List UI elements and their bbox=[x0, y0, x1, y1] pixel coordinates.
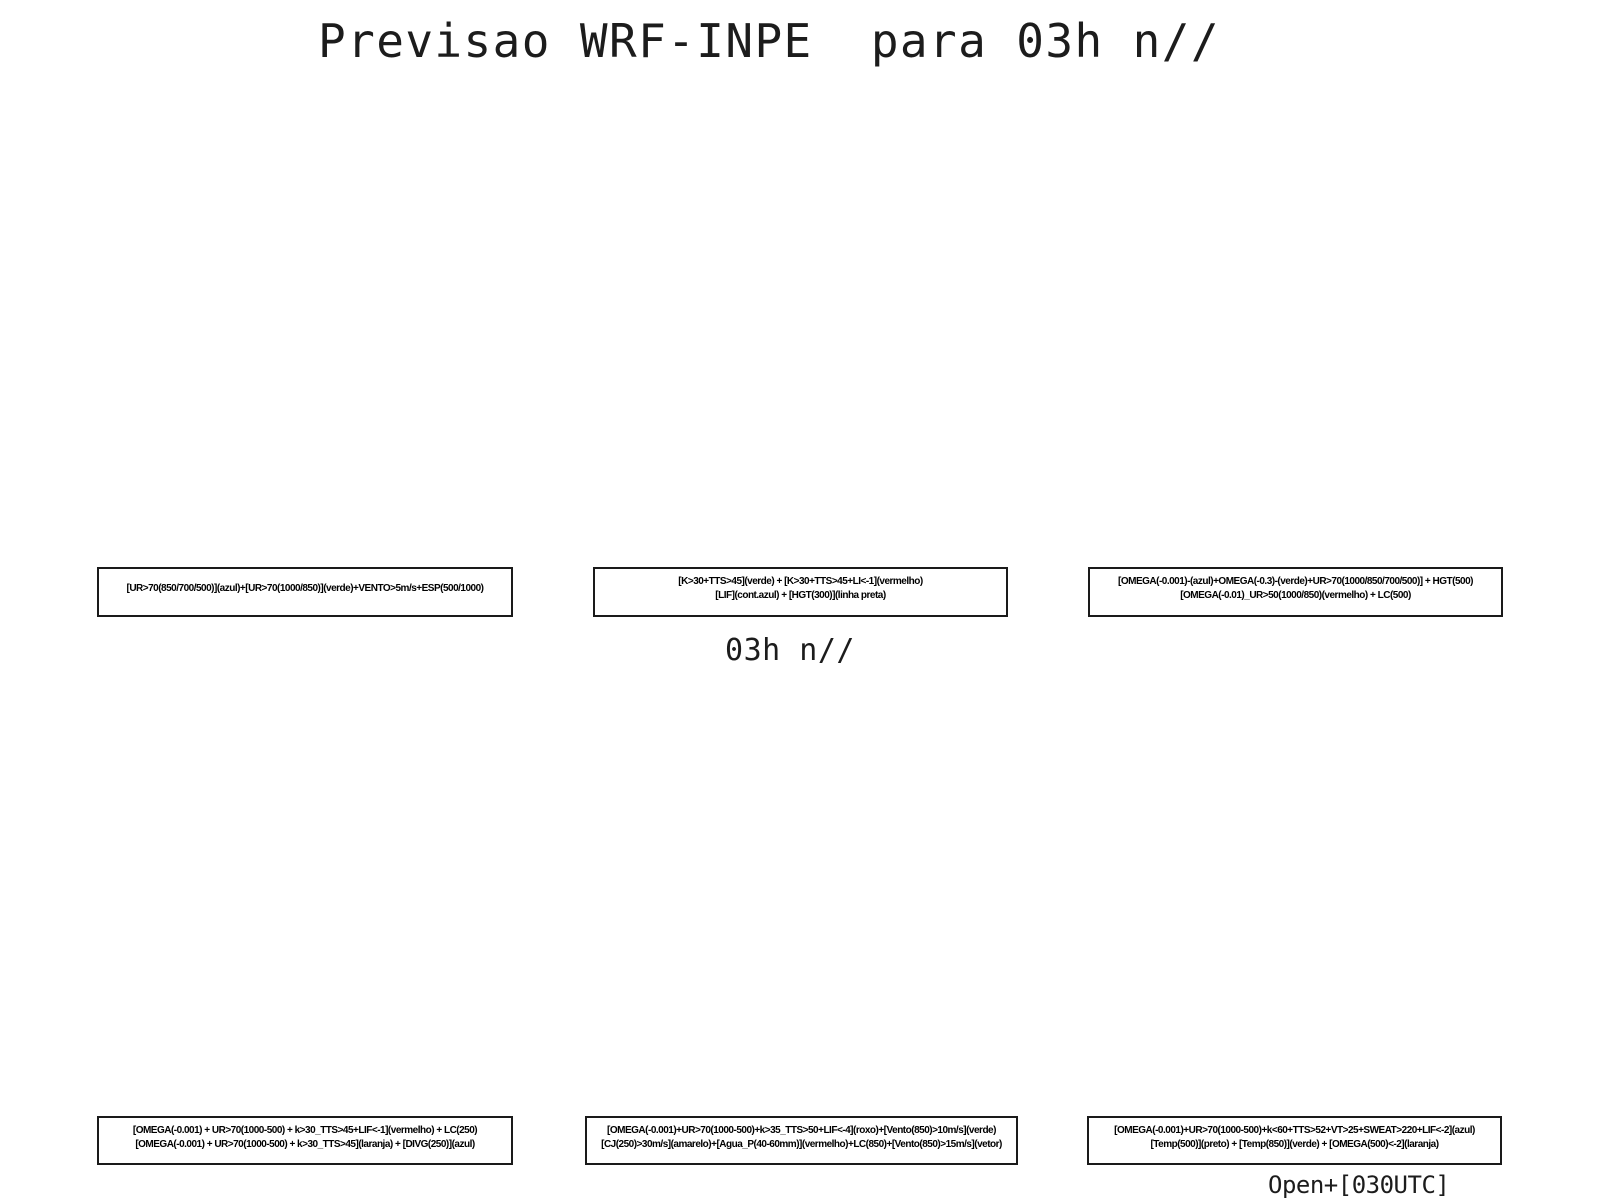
legend-line: [OMEGA(-0.01)_UR>50(1000/850)(vermelho) + LC(500) bbox=[1180, 590, 1411, 601]
legend-line: [OMEGA(-0.001)+UR>70(1000-500)+k>35_TTS>50+LIF<-4](roxo)+[Vento(850)>10m/s](verde) bbox=[607, 1124, 996, 1136]
center-time-label: 03h n// bbox=[725, 633, 855, 668]
legend-line: [Temp(500)](preto) + [Temp(850)](verde) + [OMEGA(500)<-2](laranja) bbox=[1150, 1138, 1439, 1150]
legend-box-bottom-right bbox=[1087, 1116, 1502, 1165]
legend-line: [OMEGA(-0.001) + UR>70(1000-500) + k>30_TTS>45+LIF<-1](vermelho) + LC(250) bbox=[132, 1124, 478, 1136]
legend-line: [UR>70(850/700/500)](azul)+[UR>70(1000/850)](verde)+VENTO>5m/s+ESP(500/1000) bbox=[126, 583, 484, 594]
legend-box-bottom-middle bbox=[585, 1116, 1018, 1165]
legend-line: [CJ(250)>30m/s](amarelo)+[Agua_P(40-60mm)](vermelho)+LC(850)+[Vento(850)>15m/s](vetor) bbox=[601, 1138, 1002, 1150]
legend-box-top-right bbox=[1088, 567, 1503, 617]
legend-line: [OMEGA(-0.001)-(azul)+OMEGA(-0.3)-(verde)+UR>70(1000/850/700/500)] + HGT(500) bbox=[1118, 576, 1473, 587]
legend-line: [OMEGA(-0.001)+UR>70(1000-500)+k<60+TTS>52+VT>25+SWEAT>220+LIF<-2](azul) bbox=[1114, 1124, 1475, 1136]
page-title: Previsao WRF-INPE para 03h n// bbox=[318, 14, 1220, 68]
footer-open-label: Open+[030UTC] bbox=[1268, 1171, 1450, 1199]
legend-line: [OMEGA(-0.001) + UR>70(1000-500) + k>30_TTS>45](laranja) + [DIVG(250)](azul) bbox=[135, 1138, 475, 1150]
legend-box-top-left bbox=[97, 567, 513, 617]
legend-box-bottom-left bbox=[97, 1116, 513, 1165]
legend-line: [LIF](cont.azul) + [HGT(300)](linha preta) bbox=[715, 590, 886, 601]
legend-line: [K>30+TTS>45](verde) + [K>30+TTS>45+LI<-1](vermelho) bbox=[678, 576, 923, 587]
legend-box-top-middle bbox=[593, 567, 1008, 617]
